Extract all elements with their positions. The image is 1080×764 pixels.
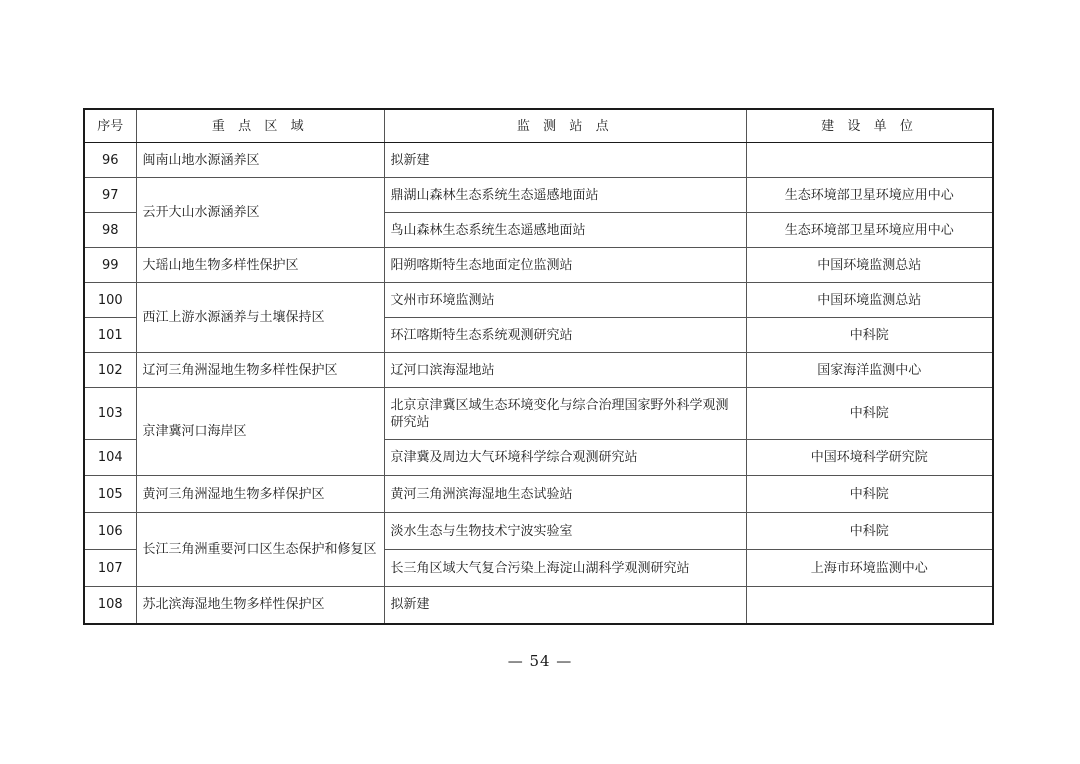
key-area-cell: 闽南山地水源涵养区 [136,143,384,178]
table-row [84,143,993,178]
monitoring-station-cell: 京津冀及周边大气环境科学综合观测研究站 [384,440,746,476]
key-area-cell: 苏北滨海湿地生物多样性保护区 [136,587,384,624]
monitoring-station-cell: 北京京津冀区域生态环境变化与综合治理国家野外科学观测研究站 [384,388,746,440]
table-body [84,143,993,624]
monitoring-station-cell: 拟新建 [384,143,746,178]
table-row [84,178,993,213]
monitoring-station-cell: 拟新建 [384,587,746,624]
serial-number-cell: 104 [84,440,136,476]
monitoring-station-cell: 阳朔喀斯特生态地面定位监测站 [384,248,746,283]
serial-number-cell: 106 [84,513,136,550]
data-table [83,108,994,625]
serial-number-cell: 98 [84,213,136,248]
key-area-cell: 西江上游水源涵养与土壤保持区 [136,283,384,353]
serial-number-cell: 102 [84,353,136,388]
monitoring-station-cell: 鸟山森林生态系统生态遥感地面站 [384,213,746,248]
table-row [84,248,993,283]
construction-unit-cell: 中科院 [746,476,993,513]
key-area-cell: 大瑶山地生物多样性保护区 [136,248,384,283]
construction-unit-cell [746,143,993,178]
construction-unit-cell: 中国环境监测总站 [746,283,993,318]
table-row [84,353,993,388]
table-row [84,388,993,440]
construction-unit-cell: 中科院 [746,318,993,353]
monitoring-station-cell: 文州市环境监测站 [384,283,746,318]
serial-number-cell: 107 [84,550,136,587]
page-number: — 54 — [507,652,573,670]
monitoring-station-cell: 黄河三角洲滨海湿地生态试验站 [384,476,746,513]
monitoring-station-cell: 淡水生态与生物技术宁波实验室 [384,513,746,550]
table-header-row [84,109,993,143]
construction-unit-cell: 中科院 [746,513,993,550]
construction-unit-cell: 上海市环境监测中心 [746,550,993,587]
monitoring-station-cell: 辽河口滨海湿地站 [384,353,746,388]
table-row [84,587,993,624]
table-row [84,513,993,550]
construction-unit-cell: 生态环境部卫星环境应用中心 [746,178,993,213]
serial-number-cell: 103 [84,388,136,440]
serial-number-cell: 99 [84,248,136,283]
key-area-cell: 云开大山水源涵养区 [136,178,384,248]
serial-number-cell: 101 [84,318,136,353]
key-area-cell: 长江三角洲重要河口区生态保护和修复区 [136,513,384,587]
header-serial-number: 序号 [84,109,136,143]
key-area-cell: 黄河三角洲湿地生物多样保护区 [136,476,384,513]
monitoring-station-cell: 长三角区域大气复合污染上海淀山湖科学观测研究站 [384,550,746,587]
construction-unit-cell: 中国环境科学研究院 [746,440,993,476]
table-row [84,476,993,513]
construction-unit-cell: 中国环境监测总站 [746,248,993,283]
monitoring-station-cell: 鼎湖山森林生态系统生态遥感地面站 [384,178,746,213]
construction-unit-cell: 国家海洋监测中心 [746,353,993,388]
header-construction-unit: 建 设 单 位 [746,109,993,143]
header-monitoring-station: 监 测 站 点 [384,109,746,143]
serial-number-cell: 108 [84,587,136,624]
serial-number-cell: 105 [84,476,136,513]
construction-unit-cell [746,587,993,624]
table-row [84,283,993,318]
header-key-area: 重 点 区 域 [136,109,384,143]
serial-number-cell: 96 [84,143,136,178]
serial-number-cell: 100 [84,283,136,318]
serial-number-cell: 97 [84,178,136,213]
key-area-cell: 辽河三角洲湿地生物多样性保护区 [136,353,384,388]
monitoring-station-cell: 环江喀斯特生态系统观测研究站 [384,318,746,353]
construction-unit-cell: 生态环境部卫星环境应用中心 [746,213,993,248]
key-area-cell: 京津冀河口海岸区 [136,388,384,476]
construction-unit-cell: 中科院 [746,388,993,440]
